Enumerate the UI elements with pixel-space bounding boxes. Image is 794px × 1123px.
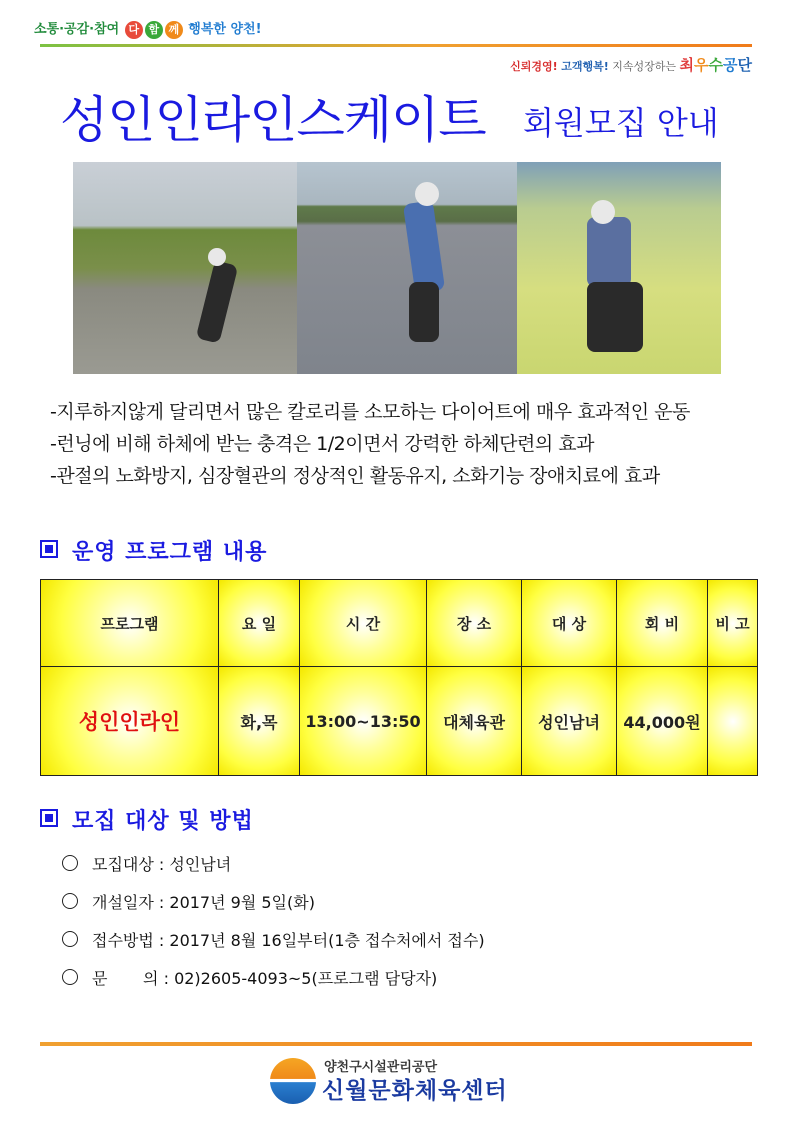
tagline-blue: 고객행복!: [561, 60, 609, 73]
brand-char: 수: [708, 56, 723, 74]
recruit-target: 모집대상 : 성인남녀: [92, 855, 232, 874]
table-row: [41, 667, 758, 776]
section-program-heading: [40, 535, 267, 566]
list-item: [62, 846, 485, 884]
header-divider: [40, 44, 752, 47]
brand-char: 단: [737, 56, 752, 74]
recruit-method: 접수방법 : 2017년 8월 16일부터(1층 접수처에서 접수): [92, 931, 485, 950]
description-line: -지루하지않게 달리면서 많은 칼로리를 소모하는 다이어트에 매우 효과적인 운동: [50, 401, 690, 423]
circle-bullet-icon: [62, 931, 78, 947]
footer-center-name: 신월문화체육센터: [322, 1078, 508, 1104]
slogan-badge-2: 함: [145, 21, 163, 39]
header-note: 비 고: [708, 580, 758, 667]
slogan-left: 소통·공감·참여: [34, 22, 120, 37]
description-line: -관절의 노화방지, 심장혈관의 정상적인 활동유지, 소화기능 장애치료에 효과: [50, 465, 660, 487]
circle-bullet-icon: [62, 893, 78, 909]
brand-char: 공: [723, 56, 738, 74]
brand-logo-text: [680, 56, 753, 74]
cell-program: 성인인라인: [41, 667, 219, 776]
circle-bullet-icon: [62, 855, 78, 871]
description-line: -런닝에 비해 하체에 받는 충격은 1/2이면서 강력한 하체단련의 효과: [50, 433, 594, 455]
page-title: 성인인라인스케이트: [60, 91, 486, 149]
list-item: [62, 960, 485, 998]
list-item: [62, 884, 485, 922]
cell-time: 13:00~13:50: [300, 667, 427, 776]
header-fee: 회 비: [617, 580, 708, 667]
footer-divider: [40, 1042, 752, 1046]
cell-day: 화,목: [219, 667, 300, 776]
cell-note: [708, 667, 758, 776]
brand-char: 우: [694, 56, 709, 74]
section-recruit-heading: [40, 804, 254, 835]
skater-photo-1: [73, 162, 297, 374]
cell-fee: 44,000원: [617, 667, 708, 776]
cell-target: 성인남녀: [522, 667, 617, 776]
tagline: [470, 54, 752, 75]
description-list: [50, 396, 690, 492]
program-table: [40, 579, 758, 776]
recruit-open-date: 개설일자 : 2017년 9월 5일(화): [92, 893, 315, 912]
tagline-gray: 지속성장하는: [612, 60, 676, 73]
tagline-red: 신뢰경영!: [510, 60, 558, 73]
slogan-badge-1: 다: [125, 21, 143, 39]
sunrise-logo-icon: [270, 1058, 316, 1104]
recruit-contact: 문 의 : 02)2605-4093~5(프로그램 담당자): [92, 969, 438, 988]
header-time: 시 간: [300, 580, 427, 667]
footer-org: 양천구시설관리공단: [324, 1060, 438, 1075]
skater-photo-2: [297, 162, 517, 374]
header-target: 대 상: [522, 580, 617, 667]
list-item: [62, 922, 485, 960]
header-day: 요 일: [219, 580, 300, 667]
section-recruit-title: 모집 대상 및 방법: [72, 809, 254, 834]
circle-bullet-icon: [62, 969, 78, 985]
cell-place: 대체육관: [427, 667, 522, 776]
square-bullet-icon: [40, 809, 58, 827]
page-subtitle: 회원모집 안내: [523, 104, 719, 142]
recruit-list: [62, 846, 485, 998]
header-program: 프로그램: [41, 580, 219, 667]
section-program-title: 운영 프로그램 내용: [72, 540, 268, 565]
square-bullet-icon: [40, 540, 58, 558]
brand-char: 최: [679, 56, 694, 74]
skater-photo-3: [517, 162, 721, 374]
top-slogan: [34, 18, 262, 39]
header-place: 장 소: [427, 580, 522, 667]
slogan-badge-3: 께: [165, 21, 183, 39]
slogan-right: 행복한 양천!: [188, 22, 262, 37]
table-header-row: [41, 580, 758, 667]
